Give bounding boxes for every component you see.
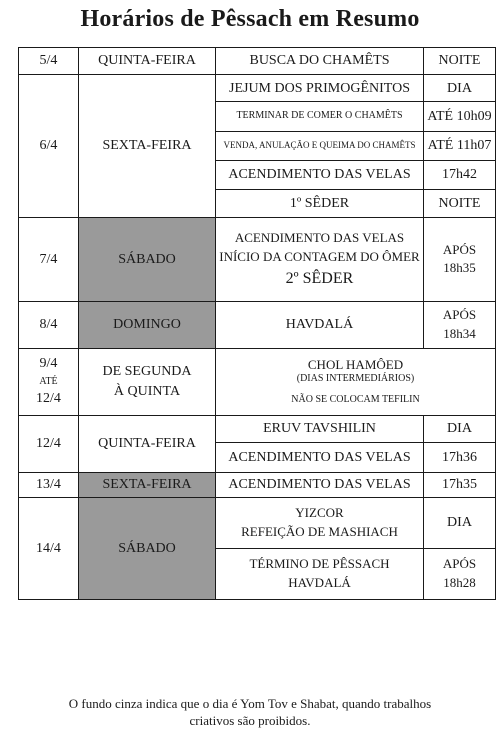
schedule-row <box>19 301 496 348</box>
event-line: TÉRMINO DE PÊSSACH <box>249 555 390 571</box>
time-cell <box>424 218 496 302</box>
weekday-cell: SEXTA-FEIRA <box>79 472 216 497</box>
time-cell: ATÉ 11h07 <box>424 131 496 160</box>
time-cell: NOITE <box>424 189 496 217</box>
weekday-cell: SEXTA-FEIRA <box>79 75 216 218</box>
weekday-line: DE SEGUNDA <box>102 363 192 379</box>
page-title: Horários de Pêssach em Resumo <box>80 6 420 32</box>
event-cell: TERMINAR DE COMER O CHAMÊTS <box>216 102 424 131</box>
time-cell: DIA <box>424 498 496 548</box>
time-cell: 17h35 <box>424 472 496 497</box>
weekday-cell: QUINTA-FEIRA <box>79 48 216 75</box>
time-line: APÓS <box>442 241 477 257</box>
time-line: 18h34 <box>443 325 476 341</box>
date-cell: 12/4 <box>19 415 79 472</box>
footer-line: criativos são proibidos. <box>189 713 311 728</box>
time-line: APÓS <box>442 555 477 571</box>
event-cell: ACENDIMENTO DAS VELAS <box>216 160 424 189</box>
event-cell: ERUV TAVSHILIN <box>216 415 424 442</box>
date-cell <box>19 349 79 415</box>
time-cell: DIA <box>424 415 496 442</box>
event-line: INÍCIO DA CONTAGEM DO ÔMER <box>219 248 420 264</box>
event-line: HAVDALÁ <box>288 574 351 590</box>
date-cell: 6/4 <box>19 75 79 218</box>
date-cell: 7/4 <box>19 218 79 302</box>
event-cell: JEJUM DOS PRIMOGÊNITOS <box>216 75 424 102</box>
schedule-row <box>19 472 496 497</box>
event-cell: 1º SÊDER <box>216 189 424 217</box>
date-cell: 13/4 <box>19 472 79 497</box>
date-line: 12/4 <box>36 391 61 407</box>
event-line: ACENDIMENTO DAS VELAS <box>234 230 405 246</box>
event-line: (DIAS INTERMEDIÁRIOS) <box>296 372 415 384</box>
time-cell: 17h42 <box>424 160 496 189</box>
schedule-row <box>19 415 496 442</box>
event-cell <box>216 349 496 415</box>
time-cell: ATÉ 10h09 <box>424 102 496 131</box>
footer-line: O fundo cinza indica que o dia é Yom Tov e Shabat, quando trabalhos <box>68 696 432 711</box>
date-cell: 14/4 <box>19 498 79 600</box>
time-cell: NOITE <box>424 48 496 75</box>
event-line: CHOL HAMÔED <box>307 356 404 372</box>
footer-note <box>0 695 500 729</box>
event-cell <box>216 218 424 302</box>
time-line: APÓS <box>442 307 477 323</box>
weekday-line: À QUINTA <box>113 383 181 399</box>
event-line: 2º SÊDER <box>285 269 354 287</box>
weekday-cell: QUINTA-FEIRA <box>79 415 216 472</box>
event-cell: VENDA, ANULAÇÃO E QUEIMA DO CHAMÊTS <box>216 131 424 160</box>
date-line: 9/4 <box>39 356 58 372</box>
weekday-cell: DOMINGO <box>79 301 216 348</box>
weekday-cell: SÁBADO <box>79 218 216 302</box>
weekday-cell: SÁBADO <box>79 498 216 600</box>
time-cell: DIA <box>424 75 496 102</box>
time-line: 18h28 <box>443 574 476 590</box>
schedule-row <box>19 48 496 75</box>
event-cell: HAVDALÁ <box>216 301 424 348</box>
date-line: ATÉ <box>39 375 58 387</box>
schedule-row <box>19 349 496 415</box>
event-line: REFEIÇÃO DE MASHIACH <box>241 523 398 539</box>
schedule-row <box>19 75 496 102</box>
event-cell <box>216 548 424 599</box>
event-cell: ACENDIMENTO DAS VELAS <box>216 472 424 497</box>
time-cell <box>424 548 496 599</box>
event-cell: BUSCA DO CHAMÊTS <box>216 48 424 75</box>
event-line: YIZCOR <box>295 504 344 520</box>
event-line: NÃO SE COLOCAM TEFILIN <box>291 394 420 406</box>
event-cell: ACENDIMENTO DAS VELAS <box>216 442 424 472</box>
schedule-row <box>19 218 496 302</box>
time-line: 18h35 <box>443 260 476 276</box>
schedule-row <box>19 498 496 548</box>
date-cell: 8/4 <box>19 301 79 348</box>
date-cell: 5/4 <box>19 48 79 75</box>
time-cell: 17h36 <box>424 442 496 472</box>
weekday-cell <box>79 349 216 415</box>
event-cell <box>216 498 424 548</box>
time-cell <box>424 301 496 348</box>
schedule-table <box>18 47 496 600</box>
